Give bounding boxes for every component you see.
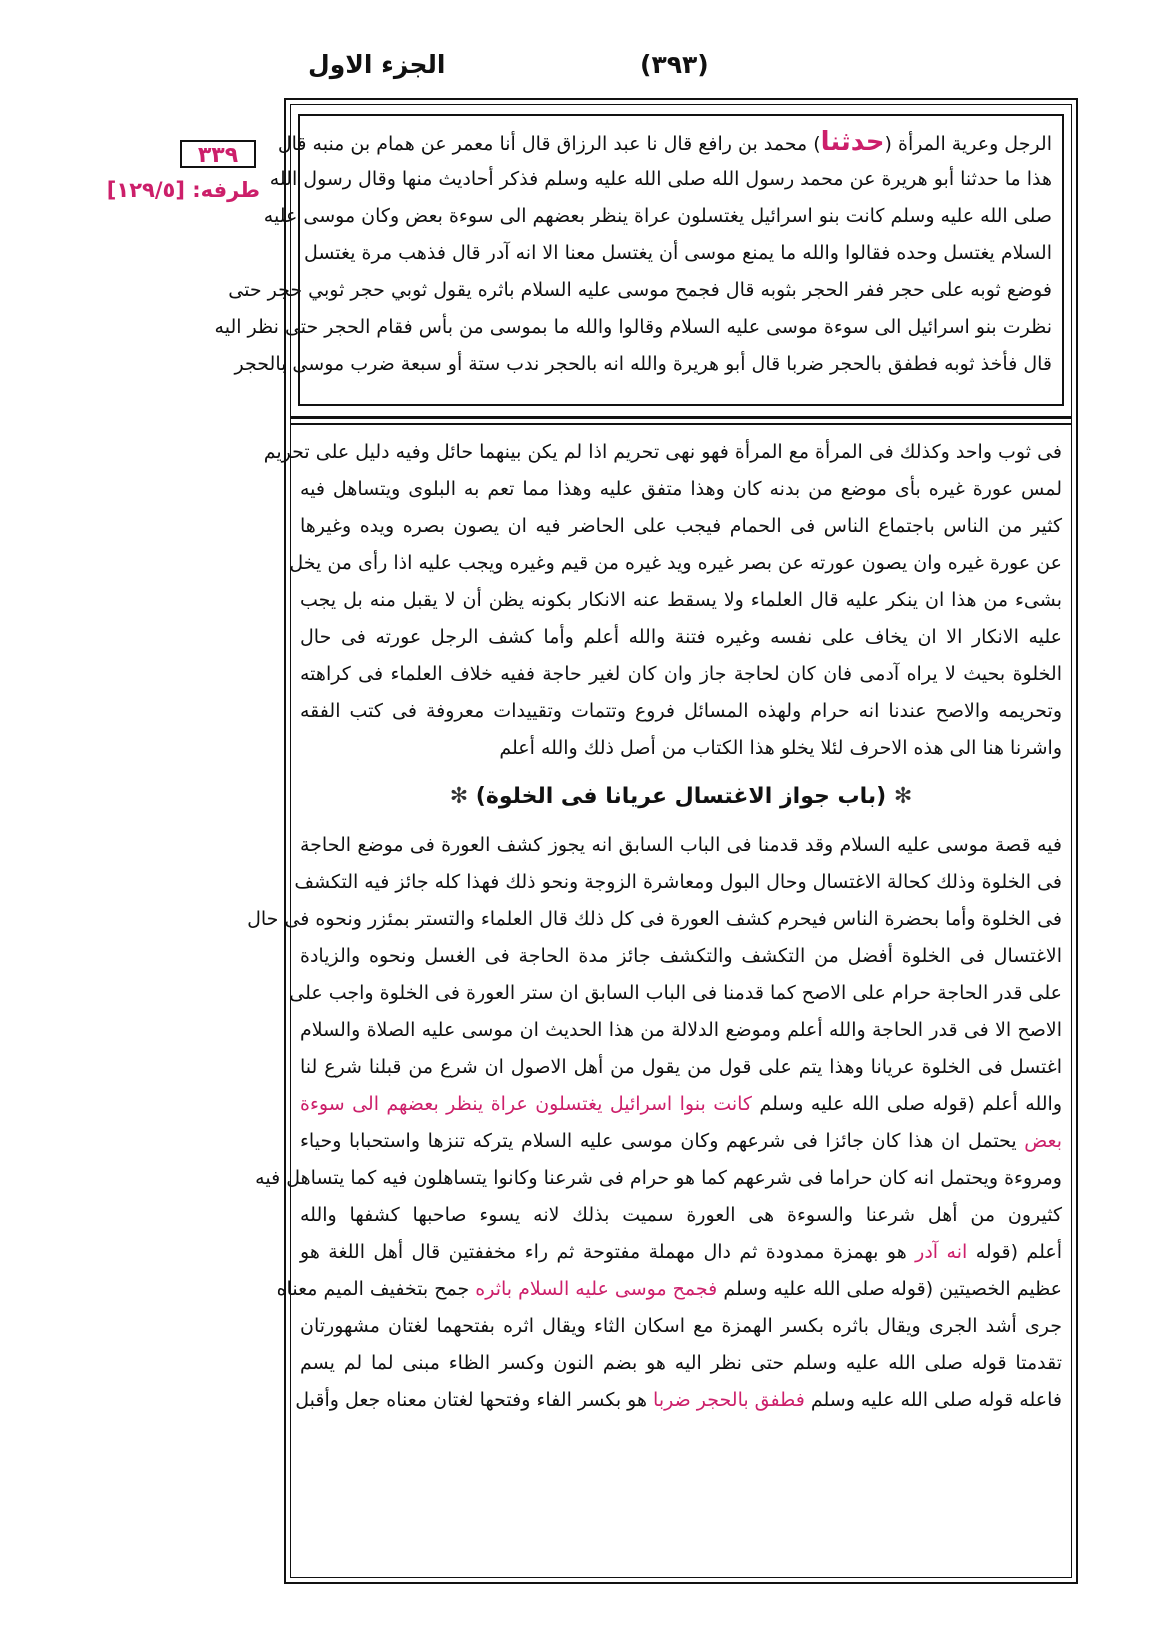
quoted-phrase: فطفق بالحجر ضربا <box>653 1389 805 1411</box>
line-text: أعلم (قوله <box>967 1241 1062 1263</box>
line-text: جمح بتخفيف الميم معناه <box>276 1278 476 1300</box>
commentary-line: الاغتسال فى الخلوة أفضل من التكشف والتكشف جائز مدة الحاجة فى الغسل ونحوه والزيادة <box>300 945 1062 967</box>
hadith-number-badge: ٣٣٩ <box>180 140 256 168</box>
section-divider <box>290 423 1072 425</box>
commentary-body <box>247 434 1062 1419</box>
commentary-line <box>295 1382 1062 1419</box>
cross-reference: طرفه: [١٢٩/٥] <box>106 178 260 202</box>
commentary-line: على قدر الحاجة حرام على الاصح كما قدمنا فى الباب السابق ان ستر العورة فى الخلوة واجب على <box>289 982 1062 1004</box>
commentary-line: كثير من الناس باجتماع الناس فى الحمام فيجب على الحاضر فيه ان يصون بصره ويده وغيرها <box>300 515 1062 537</box>
commentary-line: جرى أشد الجرى ويقال باثره بكسر الهمزة مع اسكان الثاء ويقال اثره بفتحهما لغتان مشهورتان <box>300 1315 1062 1337</box>
commentary-line: وتحريمه والاصح عندنا انه حرام ولهذه المسائل فروع وتتمات وتقييدات معروفة فى كتب الفقه <box>300 700 1062 722</box>
commentary-line <box>300 1086 1062 1123</box>
commentary-line: اغتسل فى الخلوة عريانا وهذا يتم على قول من يقول من أهل الاصول ان شرع من قبلنا شرع لنا <box>300 1056 1062 1078</box>
commentary-line: عن عورة غيره وان يصون عورته عن بصر غيره ويد غيره من قيم وغيره ويجب عليه اذا رأى من يخل <box>289 552 1062 574</box>
line-text: والله أعلم (قوله صلى الله عليه وسلم <box>751 1093 1062 1115</box>
line-text: عظيم الخصيتين (قوله صلى الله عليه وسلم <box>717 1278 1062 1300</box>
commentary-line <box>276 1271 1062 1308</box>
ornament-star-icon: ✻ <box>449 784 469 809</box>
hadith-line: فوضع ثوبه على حجر ففر الحجر بثوبه قال فجمح موسى عليه السلام باثره يقول ثوبي حجر ثوبي حجر حتى <box>228 279 1052 301</box>
hadith-line: نظرت بنو اسرائيل الى سوءة موسى عليه السلام وقالوا والله ما بموسى من بأس فقام الحجر حتى نظر اليه <box>214 316 1052 338</box>
chapter-heading-text: (باب جواز الاغتسال عريانا فى الخلوة) <box>475 784 887 809</box>
section-divider <box>290 416 1072 419</box>
hadith-line-1 <box>277 124 1052 161</box>
chapter-heading <box>300 767 1062 827</box>
quoted-phrase: فجمح موسى عليه السلام باثره <box>475 1278 718 1300</box>
quoted-phrase: انه آدر <box>915 1241 968 1263</box>
hadith-line: قال فأخذ ثوبه فطفق بالحجر ضربا قال أبو هريرة والله انه بالحجر ندب ستة أو سبعة ضرب موسى بالحجر <box>234 353 1052 375</box>
commentary-line: فى ثوب واحد وكذلك فى المرأة مع المرأة فهو نهى تحريم اذا لم يكن بينهما حائل وفيه دليل على تحريم <box>263 441 1062 463</box>
hadith-line: هذا ما حدثنا أبو هريرة عن محمد رسول الله صلى الله عليه وسلم فذكر أحاديث منها وقال رسول الله <box>269 168 1052 190</box>
page-number: (٣٩٣) <box>640 50 709 79</box>
commentary-line <box>300 1234 1062 1271</box>
commentary-line: فى الخلوة وأما بحضرة الناس فيحرم كشف العورة فى كل ذلك قال العلماء والتستر بمئزر ونحوه فى حال <box>247 908 1062 930</box>
commentary-line: واشرنا هنا الى هذه الاحرف لئلا يخلو هذا الكتاب من أصل ذلك والله أعلم <box>499 737 1062 759</box>
haddathana-keyword: حدثنا <box>820 127 885 157</box>
line-text: هو بهمزة ممدودة ثم دال مهملة مفتوحة ثم راء مخففتين قال أهل اللغة هو <box>300 1241 916 1263</box>
commentary-line: الخلوة بحيث لا يراه آدمى فان كان لحاجة جاز وان كان لغير حاجة ففيه خلاف العلماء فى كراهته <box>300 663 1062 685</box>
hadith-line: صلى الله عليه وسلم كانت بنو اسرائيل يغتسلون عراة ينظر بعضهم الى سوءة بعض وكان موسى عليه <box>263 205 1052 227</box>
hadith-line: السلام يغتسل وحده فقالوا والله ما يمنع موسى أن يغتسل معنا الا انه آدر قال فذهب مرة يغتسل <box>303 242 1052 264</box>
commentary-line: بشىء من هذا ان ينكر عليه قال العلماء ولا يسقط عنه الانكار بكونه يظن أن لا يقبل منه بل يجب <box>300 589 1062 611</box>
commentary-line <box>300 1123 1062 1160</box>
line-text: فاعله قوله صلى الله عليه وسلم <box>804 1389 1062 1411</box>
commentary-line: عليه الانكار الا ان يخاف على نفسه وغيره فتنة والله أعلم وأما كشف الرجل عورته فى حال <box>300 626 1062 648</box>
line-text: هو بكسر الفاء وفتحها لغتان معناه جعل وأقبل <box>295 1389 654 1411</box>
hadith-isnad: ) محمد بن رافع قال نا عبد الرزاق قال أنا معمر عن همام بن منبه قال <box>277 133 821 155</box>
commentary-line: ومروءة ويحتمل انه كان حراما فى شرعهم كما هو حرام فى شرعنا وكانوا يتساهلون فيه كما يتساهل فيه <box>255 1167 1062 1189</box>
quoted-phrase: كانت بنوا اسرائيل يغتسلون عراة ينظر بعضهم الى سوءة <box>300 1093 752 1115</box>
hadith-intro: الرجل وعرية المرأة ( <box>884 133 1052 155</box>
line-text: يحتمل ان هذا كان جائزا فى شرعهم وكان موسى عليه السلام يتركه تنزها واستحبابا وحياء <box>300 1130 1025 1152</box>
commentary-line: تقدمتا قوله صلى الله عليه وسلم حتى نظر اليه هو بضم النون وكسر الظاء مبنى لما لم يسم <box>300 1352 1062 1374</box>
commentary-line: الاصح الا فى قدر الحاجة والله أعلم وموضع الدلالة من هذا الحديث ان موسى عليه الصلاة والسلام <box>300 1019 1062 1041</box>
commentary-line: فى الخلوة وذلك كحالة الاغتسال وحال البول ومعاشرة الزوجة ونحو ذلك فهذا كله جائز فيه التكشف <box>294 871 1062 893</box>
ornament-star-icon: ✻ <box>893 784 913 809</box>
volume-label: الجزء الاول <box>308 50 446 79</box>
commentary-line: لمس عورة غيره بأى موضع من بدنه كان وهذا متفق عليه وهذا مما تعم به البلوى ويتساهل فيه <box>300 478 1062 500</box>
commentary-line: فيه قصة موسى عليه السلام وقد قدمنا فى الباب السابق انه يجوز كشف العورة فى موضع الحاجة <box>300 834 1062 856</box>
quoted-phrase: بعض <box>1024 1130 1062 1152</box>
commentary-line: كثيرون من أهل شرعنا والسوءة هى العورة سميت بذلك لانه يسوء صاحبها كشفها والله <box>300 1204 1062 1226</box>
